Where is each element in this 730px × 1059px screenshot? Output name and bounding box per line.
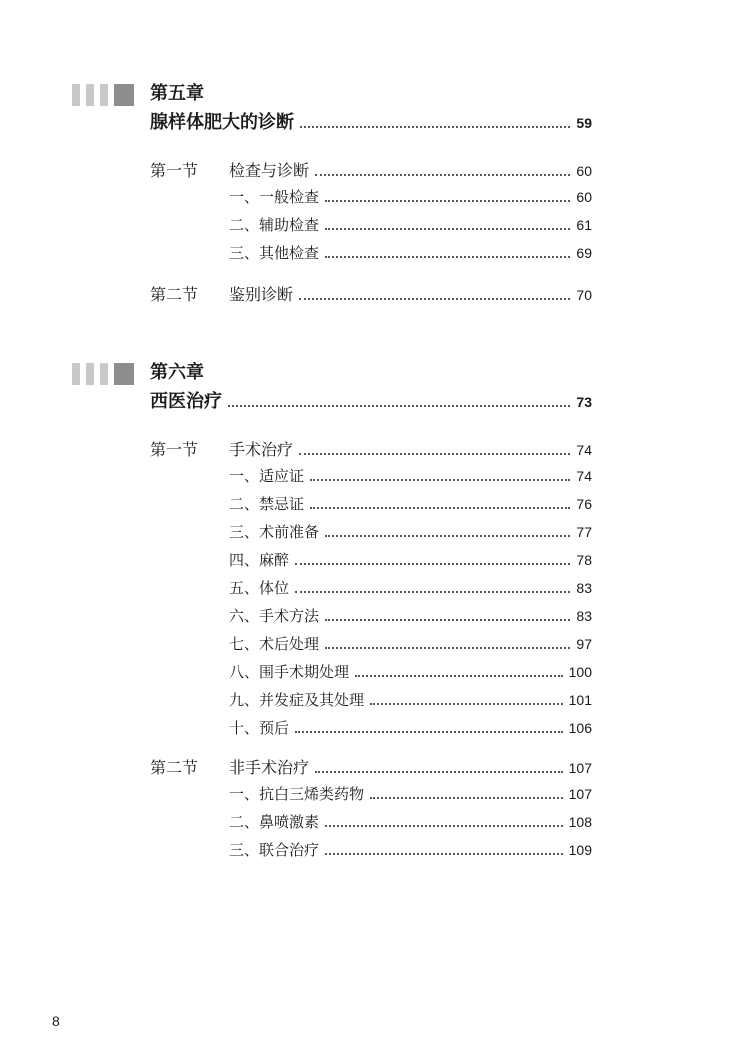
- toc-subsection[interactable]: [229, 811, 592, 832]
- toc-entry-text: 二、禁忌证: [229, 495, 305, 513]
- dot-leader: [228, 405, 570, 407]
- dot-leader: [295, 563, 570, 565]
- toc-page-number: 61: [576, 217, 592, 233]
- toc-subsection[interactable]: [229, 783, 592, 804]
- dot-leader: [325, 228, 570, 230]
- section-number: 第一节: [150, 440, 199, 459]
- dot-leader: [325, 647, 570, 649]
- toc-section[interactable]: [150, 282, 592, 305]
- toc-entry-text: 手术治疗: [229, 440, 294, 459]
- dot-leader: [295, 591, 570, 593]
- dot-leader: [325, 853, 563, 855]
- toc-entry-text: 一、适应证: [229, 467, 305, 485]
- toc-page-number: 60: [576, 189, 592, 205]
- dot-leader: [315, 771, 563, 773]
- dot-leader: [325, 256, 570, 258]
- toc-page-number: 76: [576, 496, 592, 512]
- toc-page-number: 77: [576, 524, 592, 540]
- toc-entry-text: 非手术治疗: [229, 758, 310, 777]
- toc-subsection[interactable]: [229, 661, 592, 682]
- toc-entry-text: 七、术后处理: [229, 635, 320, 653]
- toc-subsection[interactable]: [229, 577, 592, 598]
- toc-subsection[interactable]: [229, 521, 592, 542]
- toc-page-number: 70: [576, 287, 592, 303]
- dot-leader: [299, 298, 570, 300]
- toc-chapter-title[interactable]: [150, 108, 592, 134]
- toc-entry-text: 二、鼻喷激素: [229, 813, 320, 831]
- dot-leader: [300, 126, 570, 128]
- toc-page-number: 73: [576, 394, 592, 410]
- toc-subsection[interactable]: [229, 186, 592, 207]
- toc-entry-text: 一、抗白三烯类药物: [229, 785, 365, 803]
- toc-page-number: 78: [576, 552, 592, 568]
- toc-entry-text: 检查与诊断: [229, 161, 310, 180]
- chapter-label: 第五章: [150, 83, 204, 104]
- section-number: 第一节: [150, 161, 199, 180]
- toc-entry-text: 腺样体肥大的诊断: [150, 112, 294, 133]
- dot-leader: [315, 174, 570, 176]
- dot-leader: [325, 535, 570, 537]
- toc-entry-text: 西医治疗: [150, 391, 222, 412]
- dot-leader: [355, 675, 563, 677]
- toc-page-number: 109: [568, 842, 592, 858]
- toc-entry-text: 九、并发症及其处理: [229, 691, 365, 709]
- toc-subsection[interactable]: [229, 717, 592, 738]
- toc-page-number: 97: [576, 636, 592, 652]
- toc-entry-text: 三、联合治疗: [229, 841, 320, 859]
- toc-page-number: 107: [568, 760, 592, 776]
- dot-leader: [310, 507, 570, 509]
- toc-page-number: 60: [576, 163, 592, 179]
- toc-section[interactable]: [150, 437, 592, 460]
- toc-entry-text: 五、体位: [229, 579, 290, 597]
- toc-subsection[interactable]: [229, 242, 592, 263]
- toc-section[interactable]: [150, 158, 592, 181]
- toc-page-number: 83: [576, 580, 592, 596]
- toc-chapter-title[interactable]: [150, 387, 592, 413]
- dot-leader: [295, 731, 563, 733]
- dot-leader: [370, 703, 563, 705]
- toc-subsection[interactable]: [229, 465, 592, 486]
- dot-leader: [325, 619, 570, 621]
- toc-entry-text: 三、其他检查: [229, 244, 320, 262]
- toc-page-number: 74: [576, 468, 592, 484]
- toc-page-number: 59: [576, 115, 592, 131]
- dot-leader: [325, 200, 570, 202]
- page-number: 8: [52, 1013, 60, 1029]
- toc-subsection[interactable]: [229, 549, 592, 570]
- dot-leader: [299, 453, 570, 455]
- toc-entry-text: 一、一般检查: [229, 188, 320, 206]
- toc-page-number: 100: [568, 664, 592, 680]
- chapter-label: 第六章: [150, 362, 204, 383]
- toc-subsection[interactable]: [229, 605, 592, 626]
- section-number: 第二节: [150, 285, 199, 304]
- section-number: 第二节: [150, 758, 199, 777]
- toc-page-number: 106: [568, 720, 592, 736]
- toc-subsection[interactable]: [229, 493, 592, 514]
- toc-entry-text: 四、麻醉: [229, 551, 290, 569]
- toc-page-number: 108: [568, 814, 592, 830]
- toc-page-number: 74: [576, 442, 592, 458]
- toc-subsection[interactable]: [229, 633, 592, 654]
- toc-subsection[interactable]: [229, 839, 592, 860]
- toc-page-number: 107: [568, 786, 592, 802]
- toc-subsection[interactable]: [229, 214, 592, 235]
- toc-subsection[interactable]: [229, 689, 592, 710]
- toc-page-number: 83: [576, 608, 592, 624]
- toc-entry-text: 二、辅助检查: [229, 216, 320, 234]
- toc-entry-text: 十、预后: [229, 719, 290, 737]
- toc-page-number: 101: [568, 692, 592, 708]
- chapter-marker-icon: [72, 363, 134, 385]
- toc-entry-text: 六、手术方法: [229, 607, 320, 625]
- toc-entry-text: 鉴别诊断: [229, 285, 294, 304]
- chapter-marker-icon: [72, 84, 134, 106]
- toc-entry-text: 三、术前准备: [229, 523, 320, 541]
- toc-section[interactable]: [150, 755, 592, 778]
- dot-leader: [325, 825, 563, 827]
- dot-leader: [370, 797, 563, 799]
- toc-entry-text: 八、围手术期处理: [229, 663, 350, 681]
- toc-page-number: 69: [576, 245, 592, 261]
- dot-leader: [310, 479, 570, 481]
